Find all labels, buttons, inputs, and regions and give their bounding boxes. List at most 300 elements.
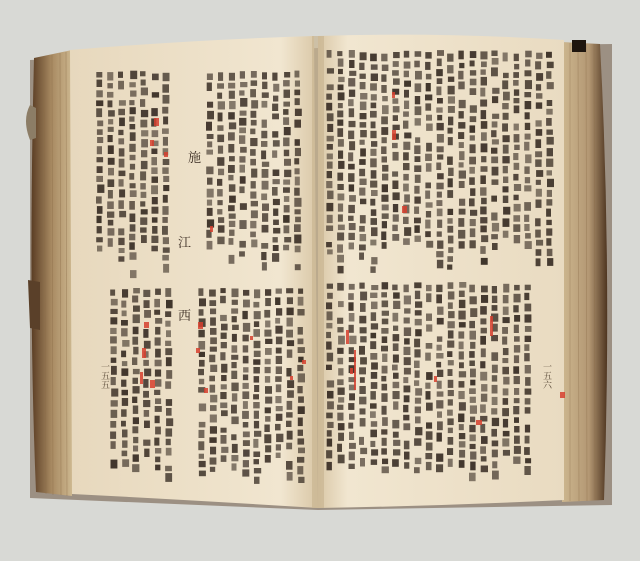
ink-glyph (130, 155, 136, 160)
right-page-number: 一五六 (541, 362, 551, 389)
ink-glyph (492, 243, 498, 250)
ink-glyph (382, 354, 387, 362)
ink-glyph (469, 321, 475, 328)
ink-glyph (327, 154, 333, 160)
ink-glyph (359, 169, 365, 176)
ink-glyph (110, 432, 116, 439)
ink-glyph (448, 77, 454, 82)
ink-glyph (448, 236, 454, 244)
ink-glyph (232, 300, 238, 305)
ink-glyph (426, 115, 432, 121)
ink-glyph (514, 124, 519, 131)
ink-glyph (96, 176, 103, 182)
ink-glyph (240, 98, 247, 107)
ink-glyph (393, 334, 400, 341)
ink-glyph (404, 308, 410, 313)
ink-glyph (217, 209, 222, 214)
red-mark (150, 380, 155, 388)
ink-glyph (140, 171, 146, 180)
ink-glyph (218, 146, 223, 154)
ink-glyph (261, 243, 268, 249)
red-mark (476, 420, 482, 425)
ink-glyph (228, 144, 234, 153)
ink-glyph (326, 94, 332, 100)
ink-glyph (415, 156, 421, 162)
ink-glyph (502, 156, 509, 163)
ink-glyph (536, 53, 542, 59)
ink-glyph (448, 137, 453, 145)
ink-glyph (536, 180, 541, 185)
ink-glyph (273, 170, 280, 177)
ink-glyph (381, 393, 387, 402)
ink-glyph (162, 167, 168, 174)
ink-glyph (371, 141, 377, 147)
ink-glyph (404, 285, 409, 293)
ink-glyph (447, 190, 453, 198)
ink-glyph (403, 163, 410, 170)
ink-glyph (141, 192, 147, 198)
ink-glyph (152, 130, 159, 137)
ink-glyph (287, 350, 293, 358)
ink-glyph (425, 103, 431, 110)
ink-glyph (392, 285, 397, 291)
ink-glyph (503, 207, 510, 215)
ink-glyph (393, 355, 399, 363)
ink-glyph (129, 144, 135, 152)
ink-glyph (338, 358, 344, 365)
ink-glyph (502, 358, 508, 363)
ink-glyph (338, 194, 345, 201)
ink-glyph (458, 122, 465, 129)
ink-glyph (338, 92, 345, 100)
ink-glyph (426, 211, 431, 218)
ink-glyph (404, 386, 411, 393)
ink-glyph (229, 230, 234, 236)
ink-glyph (404, 51, 409, 58)
ink-glyph (525, 377, 531, 386)
ink-glyph (536, 129, 543, 136)
ink-glyph (436, 69, 443, 76)
ink-glyph (514, 417, 519, 423)
ink-glyph (119, 171, 126, 177)
ink-glyph (491, 352, 498, 361)
ink-glyph (348, 78, 355, 86)
ink-glyph (273, 228, 280, 234)
ink-glyph (276, 434, 283, 442)
ink-glyph (492, 461, 497, 468)
ink-glyph (403, 423, 410, 430)
ink-glyph (382, 213, 389, 219)
ink-glyph (327, 215, 333, 223)
ink-glyph (272, 114, 279, 120)
ink-glyph (207, 111, 214, 119)
ink-glyph (110, 309, 117, 314)
ink-glyph (108, 228, 115, 235)
ink-glyph (166, 408, 172, 416)
ink-glyph (469, 177, 475, 185)
ink-glyph (360, 52, 367, 60)
ink-glyph (382, 438, 387, 446)
ink-glyph (240, 111, 247, 116)
ink-glyph (426, 372, 433, 380)
ink-glyph (107, 83, 113, 88)
ink-glyph (118, 228, 124, 235)
ink-glyph (382, 137, 387, 143)
ink-glyph (108, 127, 114, 132)
ink-glyph (261, 252, 266, 260)
ink-glyph (481, 394, 487, 402)
ink-glyph (360, 357, 367, 364)
ink-glyph (470, 342, 475, 349)
ink-glyph (392, 365, 398, 371)
ink-glyph (239, 118, 246, 126)
ink-glyph (359, 188, 365, 196)
ink-glyph (359, 346, 365, 355)
ink-glyph (108, 135, 113, 142)
ink-glyph (261, 151, 266, 160)
ink-glyph (210, 426, 217, 434)
ink-glyph (525, 314, 532, 322)
ink-glyph (414, 165, 421, 172)
ink-glyph (371, 323, 378, 329)
ink-glyph (349, 50, 355, 58)
ink-glyph (221, 428, 227, 433)
ink-glyph (250, 221, 256, 228)
ink-glyph (514, 145, 520, 150)
ink-glyph (371, 218, 378, 225)
ink-glyph (524, 447, 530, 455)
ink-glyph (514, 134, 520, 142)
ink-glyph (547, 258, 553, 266)
ink-glyph (381, 127, 388, 135)
ink-glyph (370, 131, 376, 138)
ink-glyph (426, 124, 433, 131)
ink-glyph (525, 398, 531, 404)
ink-glyph (447, 226, 453, 233)
ink-glyph (165, 348, 172, 355)
ink-glyph (118, 200, 124, 209)
ink-glyph (425, 453, 432, 459)
ink-glyph (481, 132, 487, 141)
ink-glyph (133, 347, 138, 355)
ink-glyph (264, 330, 271, 337)
ink-glyph (327, 171, 332, 178)
ink-glyph (143, 440, 150, 446)
ink-glyph (251, 71, 257, 78)
ink-glyph (119, 189, 125, 197)
ink-glyph (425, 191, 430, 199)
ink-glyph (338, 85, 344, 91)
ink-glyph (140, 217, 147, 225)
ink-glyph (295, 71, 300, 78)
ink-glyph (338, 214, 343, 221)
ink-glyph (96, 90, 103, 97)
ink-glyph (199, 360, 205, 367)
ink-glyph (198, 369, 204, 375)
ink-glyph (207, 134, 214, 139)
ink-glyph (253, 329, 260, 337)
ink-glyph (470, 125, 476, 132)
ink-glyph (481, 143, 488, 152)
ink-glyph (229, 255, 235, 264)
ink-glyph (491, 213, 497, 221)
ink-glyph (415, 416, 421, 423)
ink-glyph (166, 448, 172, 456)
ink-glyph (546, 118, 552, 126)
ink-glyph (217, 157, 224, 166)
ink-glyph (370, 54, 377, 62)
ink-glyph (242, 391, 249, 399)
ink-glyph (154, 299, 160, 307)
ink-glyph (448, 128, 453, 134)
ink-glyph (287, 308, 294, 316)
ink-glyph (448, 168, 454, 176)
ink-glyph (199, 471, 206, 477)
ink-glyph (437, 433, 442, 442)
ink-glyph (162, 107, 168, 114)
ink-glyph (426, 74, 432, 80)
ink-glyph (503, 231, 509, 238)
ink-glyph (360, 93, 367, 100)
ink-glyph (154, 310, 160, 315)
ink-glyph (470, 444, 476, 449)
ink-glyph (163, 185, 169, 191)
ink-glyph (546, 130, 553, 135)
ink-glyph (469, 361, 475, 367)
ink-glyph (393, 313, 399, 322)
ink-glyph (349, 195, 356, 202)
ink-glyph (327, 124, 333, 132)
ink-glyph (415, 458, 422, 464)
ink-glyph (273, 179, 280, 184)
ink-glyph (243, 440, 250, 446)
ink-glyph (415, 388, 422, 395)
ink-glyph (287, 401, 293, 410)
ink-glyph (144, 421, 150, 428)
ink-glyph (273, 140, 280, 146)
ink-glyph (382, 384, 388, 391)
ink-glyph (414, 438, 421, 446)
ink-glyph (459, 142, 464, 148)
ink-glyph (122, 451, 128, 457)
ink-glyph (415, 370, 420, 377)
ink-glyph (231, 434, 236, 440)
ink-glyph (414, 380, 419, 386)
ink-glyph (165, 321, 170, 327)
ink-glyph (360, 234, 367, 241)
ink-glyph (459, 282, 466, 288)
ink-glyph (360, 377, 365, 383)
ink-glyph (254, 459, 260, 464)
ink-glyph (151, 167, 157, 174)
ink-glyph (480, 175, 486, 184)
ink-glyph (108, 158, 115, 165)
ink-glyph (243, 356, 249, 364)
ink-glyph (437, 146, 444, 152)
ink-glyph (141, 80, 146, 86)
ink-glyph (502, 408, 509, 416)
ink-glyph (133, 454, 139, 461)
ink-glyph (262, 262, 267, 270)
ink-glyph (338, 423, 345, 430)
ink-glyph (199, 404, 206, 412)
ink-glyph (491, 130, 496, 137)
ink-glyph (152, 207, 159, 214)
ink-glyph (524, 353, 530, 361)
ink-glyph (338, 59, 344, 67)
ink-glyph (297, 466, 303, 474)
ink-glyph (525, 336, 532, 342)
ink-glyph (163, 73, 170, 81)
ink-glyph (525, 285, 531, 291)
ink-glyph (492, 88, 499, 94)
ink-glyph (130, 91, 136, 97)
ink-glyph (503, 307, 509, 315)
ink-glyph (480, 424, 485, 433)
ink-glyph (141, 150, 147, 157)
ink-glyph (262, 169, 269, 178)
ink-glyph (210, 328, 217, 335)
ink-glyph (130, 214, 136, 223)
ink-glyph (111, 400, 118, 406)
ink-glyph (349, 90, 355, 97)
ink-glyph (130, 224, 136, 231)
red-mark (154, 118, 159, 126)
ink-glyph (371, 285, 378, 290)
ink-glyph (403, 111, 409, 116)
ink-glyph (491, 196, 497, 202)
ink-glyph (327, 113, 334, 121)
ink-glyph (327, 380, 334, 387)
ink-glyph (525, 407, 531, 413)
ink-glyph (459, 162, 464, 167)
ink-glyph (469, 167, 475, 174)
ink-glyph (503, 419, 508, 428)
ink-glyph (239, 135, 245, 144)
ink-glyph (253, 394, 259, 399)
ink-glyph (250, 159, 256, 166)
ink-glyph (525, 389, 532, 395)
ink-glyph (459, 171, 466, 179)
ink-glyph (166, 428, 173, 436)
ink-glyph (437, 115, 442, 121)
ink-glyph (513, 406, 519, 414)
ink-glyph (163, 237, 169, 244)
ink-glyph (426, 422, 432, 428)
ink-glyph (199, 454, 204, 459)
ink-glyph (481, 121, 488, 129)
ink-glyph (111, 389, 118, 397)
ink-glyph (459, 351, 464, 359)
ink-glyph (240, 147, 247, 153)
ink-glyph (392, 171, 398, 176)
ink-glyph (210, 337, 217, 344)
ink-glyph (470, 308, 477, 317)
ink-glyph (337, 327, 343, 332)
ink-glyph (404, 357, 411, 365)
ink-glyph (404, 62, 411, 69)
ink-glyph (295, 177, 300, 186)
ink-glyph (232, 393, 237, 401)
red-mark (392, 92, 395, 98)
ink-glyph (480, 207, 486, 215)
ink-glyph (393, 61, 399, 67)
ink-glyph (349, 393, 355, 400)
ink-glyph (133, 369, 140, 374)
ink-glyph (524, 466, 530, 475)
ink-glyph (414, 361, 420, 368)
ink-glyph (448, 380, 454, 388)
ink-glyph (349, 284, 355, 290)
ink-glyph (129, 100, 134, 105)
ink-glyph (338, 336, 345, 345)
ink-glyph (130, 107, 136, 114)
ink-glyph (96, 237, 103, 242)
ink-glyph (415, 407, 421, 414)
ink-glyph (437, 411, 442, 417)
ink-glyph (243, 460, 249, 467)
red-mark (196, 348, 200, 353)
ink-glyph (273, 220, 279, 225)
ink-glyph (381, 195, 388, 202)
ink-glyph (437, 134, 444, 143)
ink-glyph (492, 121, 498, 127)
ink-glyph (144, 449, 149, 457)
ink-glyph (503, 186, 509, 192)
ink-glyph (370, 266, 375, 273)
ink-glyph (144, 300, 150, 308)
ink-glyph (207, 178, 213, 185)
ink-glyph (132, 426, 138, 433)
ink-glyph (382, 65, 389, 71)
ink-glyph (459, 291, 465, 297)
ink-glyph (162, 217, 167, 223)
ink-glyph (265, 386, 272, 394)
ink-glyph (404, 347, 411, 355)
ink-glyph (294, 158, 299, 164)
ink-glyph (338, 139, 344, 147)
ink-glyph (122, 340, 129, 347)
ink-glyph (297, 365, 303, 371)
red-mark (198, 322, 203, 329)
ink-glyph (393, 204, 398, 212)
ink-glyph (243, 450, 250, 457)
ink-glyph (492, 223, 499, 232)
ink-glyph (97, 166, 103, 173)
ink-glyph (243, 375, 248, 381)
ink-glyph (513, 72, 519, 78)
ink-glyph (251, 111, 257, 118)
ink-glyph (393, 106, 400, 112)
ink-glyph (239, 241, 246, 248)
ink-glyph (284, 72, 290, 78)
ink-glyph (404, 327, 411, 336)
ink-glyph (525, 154, 531, 163)
ink-glyph (240, 71, 245, 78)
ink-glyph (262, 101, 268, 108)
ink-glyph (360, 418, 366, 426)
ink-glyph (220, 288, 225, 293)
ink-glyph (535, 151, 542, 157)
ink-glyph (447, 410, 453, 416)
ink-glyph (221, 342, 227, 348)
ink-glyph (492, 139, 499, 144)
ink-glyph (210, 365, 217, 372)
ink-glyph (210, 385, 216, 393)
ink-glyph (348, 302, 353, 311)
ink-glyph (207, 83, 212, 92)
ink-glyph (207, 189, 214, 198)
